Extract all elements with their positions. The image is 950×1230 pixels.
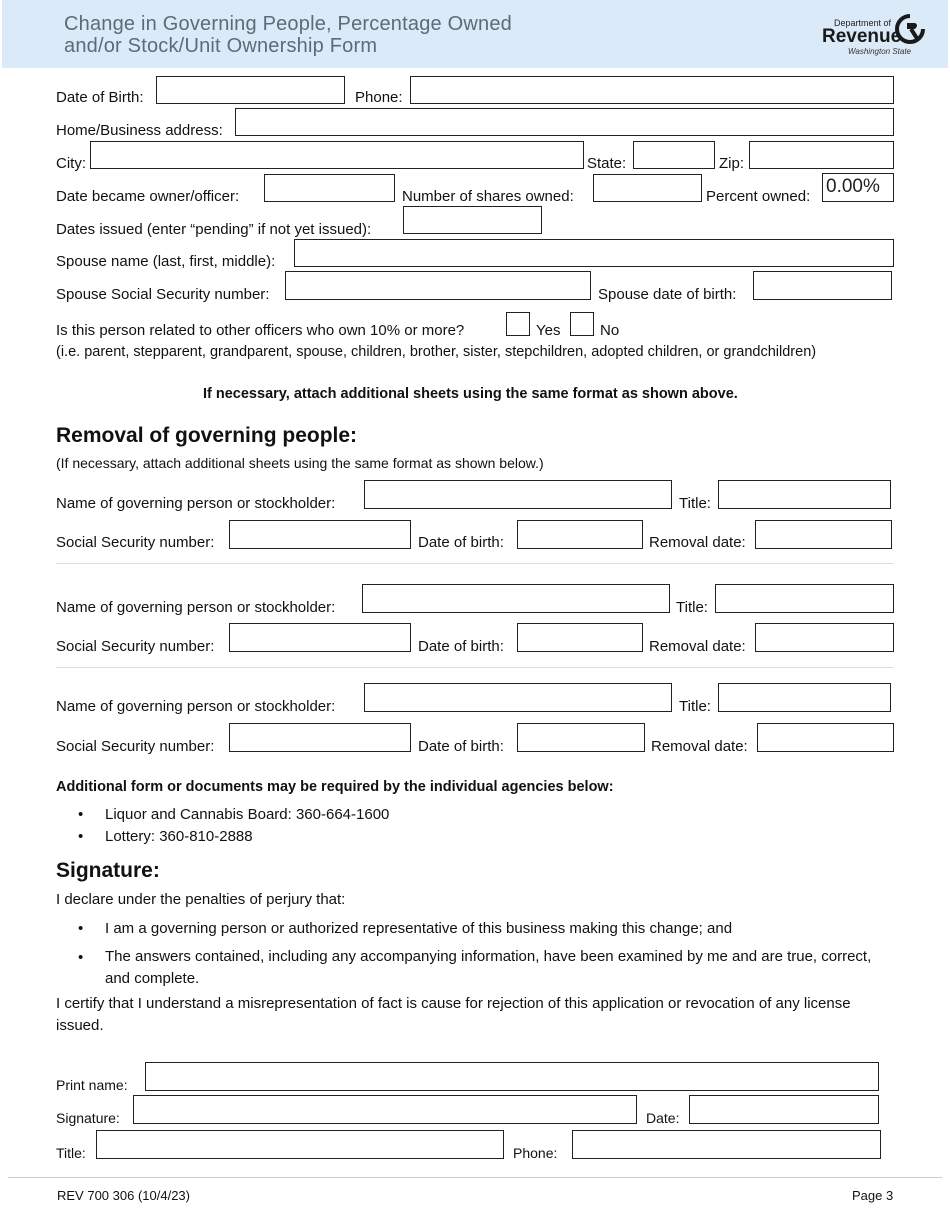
removal3-dob-input[interactable] bbox=[517, 723, 645, 752]
removal2-date-label: Removal date: bbox=[649, 638, 746, 655]
related-yes-checkbox[interactable] bbox=[506, 312, 530, 336]
related-note: (i.e. parent, stepparent, grandparent, spouse, children, brother, sister, stepchildren, adopted children, or grandchildren) bbox=[56, 344, 817, 360]
declare-text: I declare under the penalties of perjury that: bbox=[56, 891, 346, 908]
date-label: Date: bbox=[646, 1110, 680, 1126]
removal-note: (If necessary, attach additional sheets using the same format as shown below.) bbox=[56, 455, 544, 471]
zip-label: Zip: bbox=[719, 155, 745, 172]
removal1-dob-input[interactable] bbox=[517, 520, 643, 549]
removal1-dob-label: Date of birth: bbox=[418, 534, 504, 551]
bullet-icon: • bbox=[78, 828, 84, 845]
city-label: City: bbox=[56, 155, 86, 172]
removal3-name-label: Name of governing person or stockholder: bbox=[56, 698, 336, 715]
removal3-ssn-input[interactable] bbox=[229, 723, 411, 752]
removal3-ssn-label: Social Security number: bbox=[56, 738, 215, 755]
removal3-name-input[interactable] bbox=[364, 683, 672, 712]
signature-heading: Signature: bbox=[56, 859, 160, 882]
dob-input[interactable] bbox=[156, 76, 345, 104]
agency-item: Lottery: 360-810-2888 bbox=[105, 828, 253, 845]
removal1-name-label: Name of governing person or stockholder: bbox=[56, 495, 336, 512]
removal2-dob-label: Date of birth: bbox=[418, 638, 504, 655]
removal2-name-input[interactable] bbox=[362, 584, 670, 613]
sig-title-input[interactable] bbox=[96, 1130, 504, 1159]
removal1-ssn-input[interactable] bbox=[229, 520, 411, 549]
spouse-name-label: Spouse name (last, first, middle): bbox=[56, 253, 276, 270]
removal1-date-label: Removal date: bbox=[649, 534, 746, 551]
bullet-icon: • bbox=[78, 920, 84, 937]
spouse-ssn-label: Spouse Social Security number: bbox=[56, 286, 270, 303]
bullet-icon: • bbox=[78, 949, 84, 966]
shares-label: Number of shares owned: bbox=[402, 188, 574, 205]
form-title: Change in Governing People, Percentage Owned and/or Stock/Unit Ownership Form bbox=[64, 13, 512, 57]
no-label: No bbox=[600, 322, 620, 339]
removal2-title-input[interactable] bbox=[715, 584, 894, 613]
percent-input[interactable]: 0.00% bbox=[822, 173, 894, 202]
removal2-dob-input[interactable] bbox=[517, 623, 643, 652]
date-owner-label: Date became owner/officer: bbox=[56, 188, 240, 205]
removal2-name-label: Name of governing person or stockholder: bbox=[56, 599, 336, 616]
removal3-title-input[interactable] bbox=[718, 683, 891, 712]
address-input[interactable] bbox=[235, 108, 894, 136]
print-name-input[interactable] bbox=[145, 1062, 879, 1091]
removal3-date-label: Removal date: bbox=[651, 738, 748, 755]
shares-input[interactable] bbox=[593, 174, 702, 202]
percent-label: Percent owned: bbox=[706, 188, 811, 205]
removal2-ssn-input[interactable] bbox=[229, 623, 411, 652]
removal1-date-input[interactable] bbox=[755, 520, 892, 549]
spouse-dob-input[interactable] bbox=[753, 271, 892, 300]
removal2-date-input[interactable] bbox=[755, 623, 894, 652]
city-input[interactable] bbox=[90, 141, 584, 169]
spouse-dob-label: Spouse date of birth: bbox=[598, 286, 737, 303]
declare-bullet-1: I am a governing person or authorized representative of this business making this change; and bbox=[105, 920, 733, 937]
state-input[interactable] bbox=[633, 141, 715, 169]
page-number: Page 3 bbox=[852, 1188, 894, 1203]
address-label: Home/Business address: bbox=[56, 122, 223, 139]
state-label: State: bbox=[587, 155, 627, 172]
removal2-ssn-label: Social Security number: bbox=[56, 638, 215, 655]
removal3-date-input[interactable] bbox=[757, 723, 894, 752]
spouse-ssn-input[interactable] bbox=[285, 271, 591, 300]
dates-issued-input[interactable] bbox=[403, 206, 542, 234]
signature-label: Signature: bbox=[56, 1110, 120, 1126]
bullet-icon: • bbox=[78, 806, 84, 823]
date-input[interactable] bbox=[689, 1095, 879, 1124]
dor-logo-mark-icon bbox=[894, 13, 926, 45]
footer-divider bbox=[8, 1177, 942, 1178]
dob-label: Date of Birth: bbox=[56, 89, 144, 106]
removal1-title-label: Title: bbox=[679, 495, 711, 512]
agencies-heading: Additional form or documents may be required by the individual agencies below: bbox=[56, 779, 614, 795]
yes-label: Yes bbox=[536, 322, 561, 339]
agency-item: Liquor and Cannabis Board: 360-664-1600 bbox=[105, 806, 390, 823]
declare-bullet-2: The answers contained, including any accompanying information, have been examined by me and are true, correct, and complete. bbox=[105, 948, 872, 987]
certify-text: I certify that I understand a misrepresentation of fact is cause for rejection of this application or revocation of any license issued. bbox=[56, 995, 851, 1034]
removal1-ssn-label: Social Security number: bbox=[56, 534, 215, 551]
signature-input[interactable] bbox=[133, 1095, 637, 1124]
removal3-dob-label: Date of birth: bbox=[418, 738, 504, 755]
sig-title-label: Title: bbox=[56, 1145, 86, 1161]
removal3-title-label: Title: bbox=[679, 698, 711, 715]
removal1-title-input[interactable] bbox=[718, 480, 891, 509]
divider bbox=[56, 563, 894, 564]
sig-phone-input[interactable] bbox=[572, 1130, 881, 1159]
phone-input[interactable] bbox=[410, 76, 894, 104]
print-name-label: Print name: bbox=[56, 1077, 128, 1093]
removal2-title-label: Title: bbox=[676, 599, 708, 616]
spouse-name-input[interactable] bbox=[294, 239, 894, 267]
form-id: REV 700 306 (10/4/23) bbox=[57, 1188, 190, 1203]
header-band: Change in Governing People, Percentage Owned and/or Stock/Unit Ownership Form Department of Revenue Washington State bbox=[2, 0, 948, 68]
attach-note: If necessary, attach additional sheets using the same format as shown above. bbox=[203, 386, 738, 402]
removal-heading: Removal of governing people: bbox=[56, 424, 358, 447]
dates-issued-label: Dates issued (enter “pending” if not yet issued): bbox=[56, 221, 372, 238]
zip-input[interactable] bbox=[749, 141, 894, 169]
phone-label: Phone: bbox=[355, 89, 403, 106]
sig-phone-label: Phone: bbox=[513, 1145, 558, 1161]
related-question: Is this person related to other officers who own 10% or more? bbox=[56, 322, 465, 339]
removal1-name-input[interactable] bbox=[364, 480, 672, 509]
date-owner-input[interactable] bbox=[264, 174, 395, 202]
related-no-checkbox[interactable] bbox=[570, 312, 594, 336]
divider bbox=[56, 667, 894, 668]
